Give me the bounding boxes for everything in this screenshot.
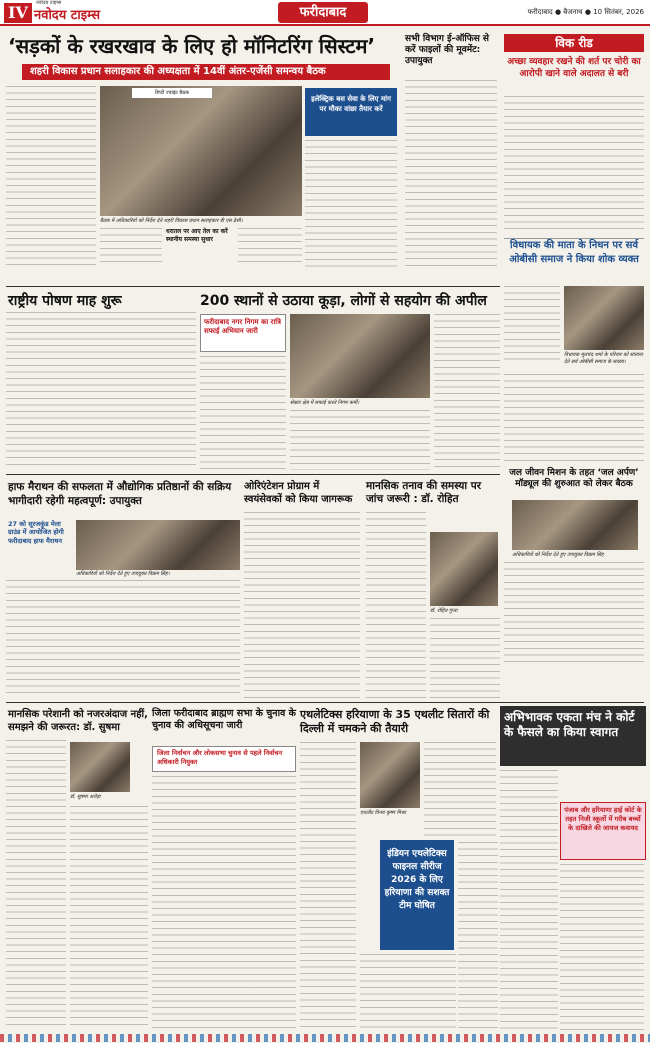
divider xyxy=(6,474,500,475)
right-body1 xyxy=(504,96,644,234)
row3-body1 xyxy=(6,580,240,698)
mid-photo xyxy=(290,314,430,398)
row3-body3 xyxy=(366,512,426,698)
lead-photo xyxy=(100,86,302,216)
mid-body1 xyxy=(6,312,196,470)
lead-body-col2 xyxy=(100,228,162,266)
bottom-athlete-caption: एथलीट विनय कृष्ण मिश्रा xyxy=(360,810,406,816)
lead-photo-caption: बैठक में अधिकारियों को निर्देश देते शहरी विकास प्रधान सलाहकार डी एस ढेसी। xyxy=(100,218,243,224)
side-top-headline: सभी विभाग ई-ऑफिस से करें फाइलों की मूवमेंट: उपायुक्त xyxy=(405,34,490,66)
lead-side-box: इलेक्ट्रिक बस सेवा के लिए मांग पर मौका वांछा तैयार करें xyxy=(305,88,397,136)
right-caption2: विधायक मूलचंद शर्मा के परिवार को सांत्वना देते सर्व ओबीसी समाज के सदस्य। xyxy=(564,352,643,365)
mid-headline2: 200 स्थानों से उठाया कूड़ा, लोगों से सहयोग की अपील xyxy=(200,293,487,309)
bottom-body2 xyxy=(152,776,296,1030)
bottom-body1b xyxy=(70,806,148,1030)
row3-photo-caption: अधिकारियों को निर्देश देते हुए उपायुक्त विक्रम सिंह। xyxy=(76,571,170,577)
row3-photo xyxy=(76,520,240,570)
mid-headline1: राष्ट्रीय पोषण माह शुरू xyxy=(8,293,122,309)
city-banner: फरीदाबाद xyxy=(278,2,368,23)
bottom-color-strip xyxy=(0,1034,650,1042)
mid-body3 xyxy=(290,410,430,470)
bottom-body3c xyxy=(458,842,498,1030)
bottom-body4a xyxy=(500,770,558,1030)
row3-portrait-caption: डॉ. रोहित गुप्ता xyxy=(430,608,458,614)
bottom-athlete-photo xyxy=(360,742,420,808)
bottom-body3d xyxy=(360,954,456,1030)
bottom-portrait1 xyxy=(70,742,130,792)
row3-body2 xyxy=(244,512,360,698)
bottom-body4b xyxy=(560,864,644,1030)
right-banner: विक रीड xyxy=(504,34,644,52)
bottom-poster: इंडियन एथलेटिक्स फाइनल सीरीज 2026 के लिए हरियाणा की सशक्त टीम घोषित xyxy=(380,840,454,950)
row3-portrait xyxy=(430,532,498,606)
bottom-headline2: जिला फरीदाबाद ब्राह्मण सभा के चुनाव के चुनाव की अधिसूचना जारी xyxy=(152,708,296,731)
bottom-box2: जिला निर्वाचन और लोकसभा चुनाव से पहले निर्वाचन अधिकारी नियुक्त xyxy=(152,746,296,772)
right-headline: अच्छा व्यवहार रखने की शर्त पर चोरी का आरोपी खाने वाले अदालत से बरी xyxy=(507,57,641,79)
right-photo2 xyxy=(564,286,644,350)
mid-photo-caption: सेक्टर क्षेत्र में सफाई करते निगम कर्मी। xyxy=(290,400,360,406)
masthead-small: नवोदय टाइम्स xyxy=(36,0,62,6)
lead-body-col3 xyxy=(238,228,302,266)
right-body4 xyxy=(504,562,644,662)
lead-body-col1 xyxy=(6,86,96,266)
date-line: फरीदाबाद ● बैजनाथ ● 10 सितंबर, 2026 xyxy=(527,8,644,16)
bottom-body3a xyxy=(300,742,356,1030)
right-caption3: अधिकारियों को निर्देश देते हुए उपायुक्त विक्रम सिंह xyxy=(512,552,604,558)
right-headline2: विधायक की माता के निधन पर सर्व ओबीसी समाज ने किया शोक व्यक्त xyxy=(504,238,644,282)
masthead: नवोदय टाइम्स xyxy=(34,8,101,23)
lead-deck: शहरी विकास प्रधान सलाहकार की अध्यक्षता में 14वीं अंतर-एजेंसी समन्वय बैठक xyxy=(22,64,390,80)
bottom-headline4: अभिभावक एकता मंच ने कोर्ट के फैसले का किया स्वागत xyxy=(500,706,646,766)
row3-headline1: हाफ मैराथन की सफलता में औद्योगिक प्रतिष्ठानों की सक्रिय भागीदारी रहेगी महत्वपूर्ण: उपायुक्त xyxy=(8,481,232,507)
row3-box: 27 को सूरजकुंड मेला ग्राउंड में आयोजित होगी फरीदाबाद हाफ मैराथन xyxy=(8,520,64,545)
mid-body4 xyxy=(434,314,500,470)
right-body3 xyxy=(504,374,644,464)
right-headline3: जल जीवन मिशन के तहत ‘जल अर्पण’ मॉड्यूल की शुरुआत को लेकर बैठक xyxy=(509,468,639,489)
bottom-headline3: एथलेटिक्स हरियाणा के 35 एथलीट सितारों की दिल्ली में चमकने की तैयारी xyxy=(300,708,490,735)
bottom-portrait1-caption: डॉ. सुषमा अरोड़ा xyxy=(70,794,101,800)
row3-headline2: ओरिएंटेशन प्रोग्राम में स्वयंसेवकों को किया जागरूक xyxy=(244,481,353,505)
page-number: IV xyxy=(4,3,32,23)
right-photo3 xyxy=(512,500,638,550)
bottom-body3b xyxy=(424,742,496,838)
divider xyxy=(6,702,644,703)
row3-headline3: मानसिक तनाव की समस्या पर जांच जरूरी : डॉ. रोहित xyxy=(366,480,482,505)
lead-photo-label: डिप्टी ज्वाइंट बैठक xyxy=(132,88,212,98)
bottom-body1 xyxy=(6,740,66,1030)
lead-sub-head: धरातल पर आए तेल का करें स्थानीय समस्या सुधार xyxy=(166,228,228,243)
row3-body4 xyxy=(430,618,500,698)
mid-body2 xyxy=(200,356,286,470)
side-top-body xyxy=(405,80,497,268)
right-body2 xyxy=(504,286,560,360)
bottom-headline1: मानसिक परेशानी को नजरअंदाज नहीं, समझने की जरूरत: डॉ. सुषमा xyxy=(8,709,148,733)
divider xyxy=(6,286,500,287)
bottom-box4: पंजाब और हरियाणा हाई कोर्ट के तहत निजी स्कूलों में गरीब बच्चों के दाखिले की जायज कवायद xyxy=(560,802,646,860)
lead-body-col4 xyxy=(305,140,397,268)
mid-inner-box: फरीदाबाद नगर निगम का रात्रि सफाई अभियान जारी xyxy=(200,314,286,352)
lead-headline: ‘सड़कों के रखरखाव के लिए हो मॉनिटरिंग सिस्टम’ xyxy=(8,34,376,58)
